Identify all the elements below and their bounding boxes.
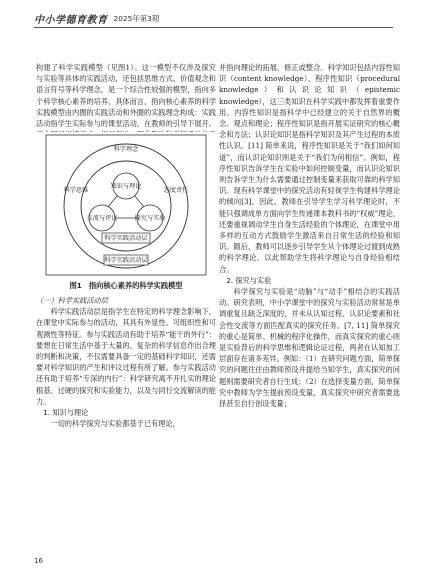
node-exchange-label: 交流与评议 — [86, 215, 118, 222]
outer-label-left: 科学思维 — [63, 187, 89, 194]
model-intro-text: 构建了科学实践模型（见图1）。这一模型不仅涉及探究与实验等具体的实践活动，还包括思维方式、价值观念和语言符号等科学理念，是一个综合性较强的模型，指向多个科学核心素养的培养。具体而言，指向核心素养的科学实践模型由内圈的实践活动和外圈的实践理念构成：实践活动指学生实际参与的课堂活动，在教师的引导下展开。 — [36, 63, 216, 129]
outer-circle — [64, 144, 188, 268]
page-number: 16 — [34, 557, 43, 565]
figure-1-final — [36, 134, 216, 276]
journal-header — [34, 11, 159, 26]
center-box-label: 科学实践活动层 — [104, 235, 148, 242]
knowledge-paragraph-start: 一切的科学探究与实验都基于已有理论， — [50, 419, 180, 429]
journal-logo: 中小学德育教育 — [34, 15, 108, 26]
subhead-inquiry-experiment: 2. 探究与实验 — [226, 275, 272, 285]
model-svg — [36, 134, 216, 276]
node-inquiry-label: 探究与实验 — [134, 215, 166, 222]
arrow-knowledge-exchange — [108, 196, 117, 207]
figure-caption: 图1 指向核心素养的科学实践模型 — [69, 281, 183, 290]
bottom-box-label: 科学实践活动层 — [104, 257, 148, 264]
inquiry-paragraph: 科学探究与实验是“动脑”与“动手”相结合的实践活动。研究表明，中小学课堂中的探究与实验活动常常是单调重复且缺乏深度的，并未从认知过程、认识论要素和社会性交流等方面匹配真实的探究任务。[7, 11] 简单探究的重心是简单、机械的程序化操作，而真实探究的重心则是实验背后的科学思维和逻辑论证过程，两者在认知加工层面存在诸多差异。例如：（1）在研究问题方面，简单探究的问题往往由教师预设并提给当知学生，真实探究的问题则需要研究者自行生成；（2）在选择变量方面，简单探究中教师为学生提前预设变量，真实探究中研究者需要选择甚至自行创设变量； — [219, 287, 400, 409]
issue-label: 2025年第3期 — [113, 14, 160, 23]
outer-label-top: 科学理念 — [113, 146, 139, 153]
subhead-knowledge-theory: 1. 知识与理论 — [43, 408, 89, 418]
activity-paragraph: 科学实践活动层是指学生在特定的科学理念影响下，在课堂中实际参与的活动，其具有外显性、可组织性和可观测性等特征。参与实践活动有助于培养“能干的外行”：要想在日常生活中基于大量的、复杂的科学信息作出合理的判断和决策，不仅需要具备一定的基础科学知识，还需要对科学知识的产生和评议过程有所了解。参与实践活动还有助于培养“专深的内行”：科学研究离不开扎实的理论根基、过硬的探究和实验能力，以及与同行交流解读的能力。 — [36, 307, 216, 406]
knowledge-paragraph-continued: 并指向理论的拓展、修正或整合。科学知识包括内容性知识（content knowledge）、程序性知识（procedural knowledge）和认识论知识（epistemic knowledge），这三类知识在科学实践中都发挥着重要作用。内容性知识是指科学中已经建立的关于自然界的概念、观点和理论；程序性知识是指开展实证研究的核心概念和方法；认识论知识是指科学知识及其产生过程的本质性认识。[11] 简单来说，程序性知识是关于“我们如何知道”，而认识论知识则是关于“我们为何相信”。例如，程序性知识告诉学生在实验中如何控制变量，而认识论知识则告诉学生为什么需要通过控制变量来获取可靠的科学知识。现有科学课堂中的探究活动有轻视学生构建科学理论的倾向[3]，因此，教师在引导学生学习科学理论时，不能只强调成单方面向学生传递课本教科书的“权威”理论，还要重视调动学生自身生活经验的个体理论，在课堂中用多样的互动方式鼓励学生激活来自日常生活的经验和知识。随后，教师可以逐步引导学生从个体理论过渡到成熟的科学理论，以此帮助学生将科学理论与自身经验相结合。 — [219, 63, 400, 274]
left-column-lower — [36, 295, 216, 429]
figure-frame — [46, 135, 206, 275]
header-divider — [34, 27, 393, 28]
arrow-knowledge-inquiry — [135, 196, 144, 207]
section-heading-activity: （一）科学实践活动层 — [36, 296, 108, 305]
left-column-top-text — [36, 62, 216, 132]
right-column — [219, 62, 400, 409]
outer-label-right: 态度责任 — [163, 187, 189, 194]
node-knowledge-label: 知识与理论 — [110, 183, 142, 190]
